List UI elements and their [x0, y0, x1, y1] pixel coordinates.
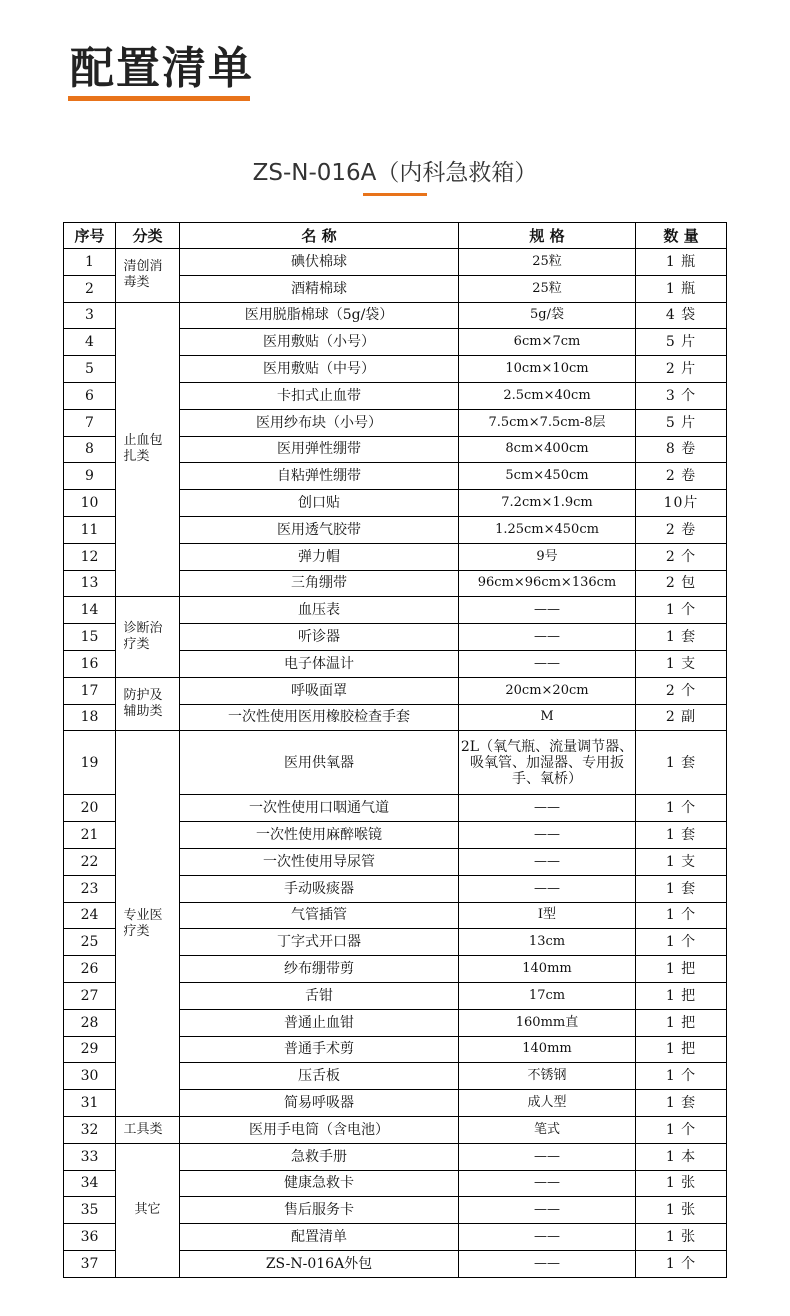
item-name: 医用敷贴（小号）: [180, 329, 459, 356]
table-row: [64, 302, 727, 329]
table-row: [64, 1116, 727, 1143]
config-table: [63, 222, 727, 1278]
item-spec: 5g/袋: [459, 302, 636, 329]
product-subtitle: ZS-N-016A（内科急救箱）: [252, 160, 538, 186]
item-spec: 10cm×10cm: [459, 356, 636, 383]
item-name: 医用手电筒（含电池）: [180, 1116, 459, 1143]
item-name: 听诊器: [180, 624, 459, 651]
category-cell: [116, 249, 180, 303]
item-qty: 2 卷: [636, 463, 727, 490]
item-name: 普通手术剪: [180, 1036, 459, 1063]
item-name: 呼吸面罩: [180, 677, 459, 704]
header-qty: 数 量: [636, 223, 727, 249]
item-name: 健康急救卡: [180, 1170, 459, 1197]
row-no: 32: [64, 1116, 116, 1143]
table-row: [64, 731, 727, 795]
row-no: 20: [64, 795, 116, 822]
subtitle-underline: [363, 193, 427, 196]
row-no: 6: [64, 382, 116, 409]
item-spec: I型: [459, 902, 636, 929]
item-name: 医用供氧器: [180, 731, 459, 795]
item-name: 一次性使用导尿管: [180, 848, 459, 875]
item-spec: 8cm×400cm: [459, 436, 636, 463]
item-qty: 1 个: [636, 1116, 727, 1143]
item-spec: ——: [459, 1197, 636, 1224]
item-spec: 1.25cm×450cm: [459, 516, 636, 543]
item-spec: 13cm: [459, 929, 636, 956]
item-name: 医用透气胶带: [180, 516, 459, 543]
item-qty: 1 张: [636, 1224, 727, 1251]
row-no: 5: [64, 356, 116, 383]
item-spec: ——: [459, 848, 636, 875]
item-spec: 6cm×7cm: [459, 329, 636, 356]
category-label: 防护及辅助类: [123, 688, 163, 720]
row-no: 1: [64, 249, 116, 276]
row-no: 11: [64, 516, 116, 543]
item-qty: 8 卷: [636, 436, 727, 463]
row-no: 24: [64, 902, 116, 929]
item-qty: 1 套: [636, 731, 727, 795]
row-no: 34: [64, 1170, 116, 1197]
item-qty: 1 瓶: [636, 249, 727, 276]
item-qty: 2 个: [636, 677, 727, 704]
row-no: 29: [64, 1036, 116, 1063]
category-cell: [116, 1143, 180, 1277]
item-qty: 1 个: [636, 1063, 727, 1090]
category-label: 其它: [134, 1202, 161, 1218]
item-spec: 不锈钢: [459, 1063, 636, 1090]
item-qty: 1 个: [636, 929, 727, 956]
item-spec: 25粒: [459, 275, 636, 302]
row-no: 21: [64, 822, 116, 849]
item-qty: 1 张: [636, 1197, 727, 1224]
item-spec: 25粒: [459, 249, 636, 276]
item-spec: 成人型: [459, 1090, 636, 1117]
item-name: 普通止血钳: [180, 1009, 459, 1036]
category-label: 诊断治疗类: [123, 621, 163, 653]
row-no: 9: [64, 463, 116, 490]
row-no: 14: [64, 597, 116, 624]
table-row: [64, 1143, 727, 1170]
item-name: 医用敷贴（中号）: [180, 356, 459, 383]
item-spec: ——: [459, 624, 636, 651]
row-no: 31: [64, 1090, 116, 1117]
item-qty: 3 个: [636, 382, 727, 409]
item-name: 售后服务卡: [180, 1197, 459, 1224]
row-no: 27: [64, 982, 116, 1009]
item-qty: 2 卷: [636, 516, 727, 543]
row-no: 25: [64, 929, 116, 956]
row-no: 15: [64, 624, 116, 651]
item-qty: 1 套: [636, 624, 727, 651]
item-spec: ——: [459, 650, 636, 677]
row-no: 33: [64, 1143, 116, 1170]
item-name: 卡扣式止血带: [180, 382, 459, 409]
item-name: 电子体温计: [180, 650, 459, 677]
item-qty: 4 袋: [636, 302, 727, 329]
title-underline: [68, 96, 250, 101]
item-name: 舌钳: [180, 982, 459, 1009]
item-qty: 1 把: [636, 982, 727, 1009]
item-spec: ——: [459, 1170, 636, 1197]
item-name: 丁字式开口器: [180, 929, 459, 956]
item-spec: 140mm: [459, 1036, 636, 1063]
category-label: 工具类: [123, 1121, 163, 1137]
category-cell: [116, 302, 180, 597]
row-no: 30: [64, 1063, 116, 1090]
item-qty: 1 套: [636, 822, 727, 849]
category-cell: [116, 1116, 180, 1143]
item-spec: 7.5cm×7.5cm-8层: [459, 409, 636, 436]
item-qty: 1 把: [636, 1036, 727, 1063]
item-qty: 1 把: [636, 956, 727, 983]
item-spec: 140mm: [459, 956, 636, 983]
row-no: 18: [64, 704, 116, 731]
item-name: 纱布绷带剪: [180, 956, 459, 983]
item-spec: ——: [459, 1224, 636, 1251]
item-qty: 1 支: [636, 650, 727, 677]
item-spec: 160mm直: [459, 1009, 636, 1036]
header-spec: 规 格: [459, 223, 636, 249]
row-no: 12: [64, 543, 116, 570]
row-no: 36: [64, 1224, 116, 1251]
item-spec: ——: [459, 822, 636, 849]
item-qty: 1 张: [636, 1170, 727, 1197]
item-qty: 2 个: [636, 543, 727, 570]
category-cell: [116, 597, 180, 677]
item-spec: ——: [459, 875, 636, 902]
row-no: 22: [64, 848, 116, 875]
item-qty: 1 把: [636, 1009, 727, 1036]
item-name: 急救手册: [180, 1143, 459, 1170]
item-qty: 5 片: [636, 329, 727, 356]
table-row: [64, 677, 727, 704]
item-name: 医用脱脂棉球（5g/袋）: [180, 302, 459, 329]
item-name: 简易呼吸器: [180, 1090, 459, 1117]
item-qty: 2 包: [636, 570, 727, 597]
item-name: 一次性使用医用橡胶检查手套: [180, 704, 459, 731]
row-no: 7: [64, 409, 116, 436]
row-no: 28: [64, 1009, 116, 1036]
page-title: 配置清单: [70, 43, 254, 94]
item-name: 碘伏棉球: [180, 249, 459, 276]
item-spec: 7.2cm×1.9cm: [459, 490, 636, 517]
item-qty: 2 副: [636, 704, 727, 731]
item-qty: 1 个: [636, 597, 727, 624]
row-no: 3: [64, 302, 116, 329]
item-name: ZS-N-016A外包: [180, 1250, 459, 1277]
item-qty: 1 本: [636, 1143, 727, 1170]
item-qty: 1 支: [636, 848, 727, 875]
item-qty: 1 套: [636, 875, 727, 902]
item-qty: 1 个: [636, 902, 727, 929]
item-name: 压舌板: [180, 1063, 459, 1090]
item-spec: 20cm×20cm: [459, 677, 636, 704]
row-no: 17: [64, 677, 116, 704]
item-name: 医用纱布块（小号）: [180, 409, 459, 436]
item-spec: 9号: [459, 543, 636, 570]
item-spec: ——: [459, 1250, 636, 1277]
table-row: [64, 597, 727, 624]
table-row: [64, 249, 727, 276]
item-spec: M: [459, 704, 636, 731]
category-cell: [116, 677, 180, 731]
item-spec: 5cm×450cm: [459, 463, 636, 490]
item-name: 配置清单: [180, 1224, 459, 1251]
item-name: 三角绷带: [180, 570, 459, 597]
item-name: 创口贴: [180, 490, 459, 517]
item-qty: 5 片: [636, 409, 727, 436]
header-name: 名 称: [180, 223, 459, 249]
table-header-row: [64, 223, 727, 249]
category-label: 止血包扎类: [123, 433, 163, 465]
item-qty: 10片: [636, 490, 727, 517]
row-no: 10: [64, 490, 116, 517]
item-name: 一次性使用口咽通气道: [180, 795, 459, 822]
item-name: 酒精棉球: [180, 275, 459, 302]
item-name: 自粘弹性绷带: [180, 463, 459, 490]
item-name: 医用弹性绷带: [180, 436, 459, 463]
row-no: 16: [64, 650, 116, 677]
item-spec: 2.5cm×40cm: [459, 382, 636, 409]
row-no: 13: [64, 570, 116, 597]
row-no: 37: [64, 1250, 116, 1277]
item-name: 弹力帽: [180, 543, 459, 570]
item-qty: 1 瓶: [636, 275, 727, 302]
header-category: 分类: [116, 223, 180, 249]
item-qty: 1 个: [636, 795, 727, 822]
item-name: 气管插管: [180, 902, 459, 929]
item-qty: 1 个: [636, 1250, 727, 1277]
item-spec: ——: [459, 795, 636, 822]
category-cell: [116, 731, 180, 1117]
row-no: 8: [64, 436, 116, 463]
row-no: 4: [64, 329, 116, 356]
row-no: 19: [64, 731, 116, 795]
item-spec: 96cm×96cm×136cm: [459, 570, 636, 597]
item-spec: ——: [459, 597, 636, 624]
row-no: 26: [64, 956, 116, 983]
item-qty: 2 片: [636, 356, 727, 383]
item-name: 血压表: [180, 597, 459, 624]
item-name: 手动吸痰器: [180, 875, 459, 902]
category-label: 清创消毒类: [123, 259, 163, 291]
header-no: 序号: [64, 223, 116, 249]
item-spec: 2L（氧气瓶、流量调节器、吸氧管、加湿器、专用扳手、氧桥）: [459, 731, 636, 795]
row-no: 35: [64, 1197, 116, 1224]
row-no: 23: [64, 875, 116, 902]
item-spec: 笔式: [459, 1116, 636, 1143]
item-name: 一次性使用麻醉喉镜: [180, 822, 459, 849]
item-qty: 1 套: [636, 1090, 727, 1117]
category-label: 专业医疗类: [123, 907, 163, 939]
row-no: 2: [64, 275, 116, 302]
item-spec: ——: [459, 1143, 636, 1170]
item-spec: 17cm: [459, 982, 636, 1009]
